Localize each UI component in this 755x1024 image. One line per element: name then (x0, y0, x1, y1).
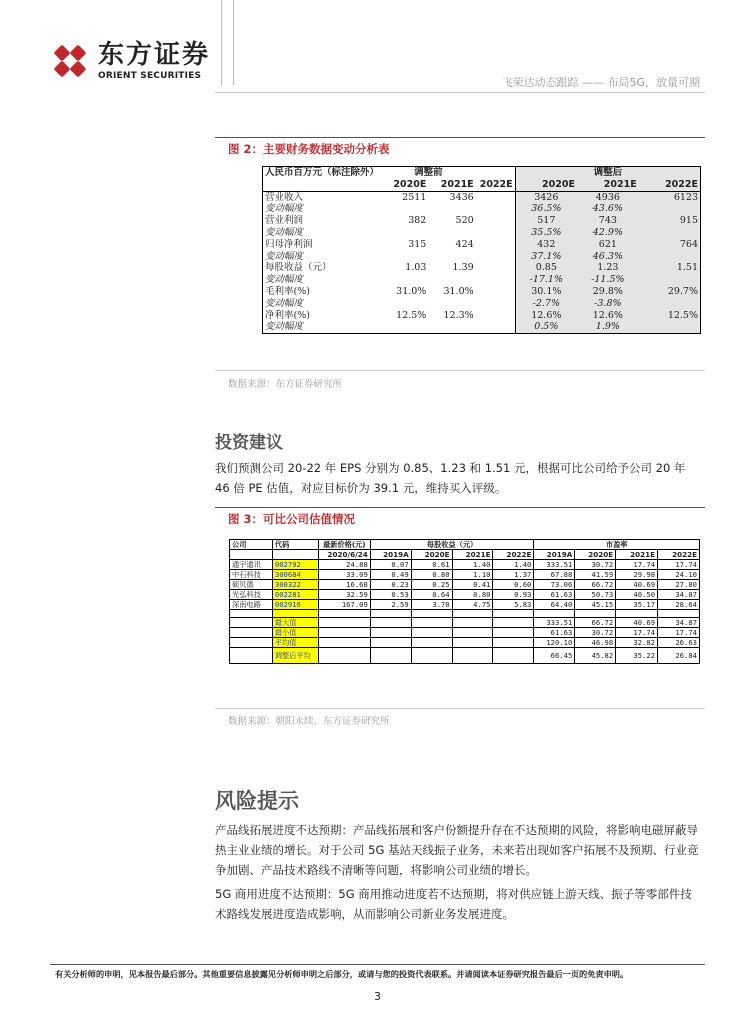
pe-cell: 17.74 (616, 628, 658, 638)
page-number: 3 (374, 990, 381, 1003)
table-row (263, 274, 701, 286)
pe-cell: 64.40 (534, 600, 575, 610)
table-cell (476, 215, 515, 227)
table-cell: 43.6% (577, 203, 639, 215)
table-cell: 3426 (515, 191, 577, 203)
table-row (263, 310, 701, 322)
table-cell (476, 191, 515, 203)
table-cell (230, 618, 273, 628)
eps-cell: 1.37 (493, 570, 534, 580)
table-row (263, 298, 701, 310)
financial-change-table (262, 166, 701, 334)
year-header: 2019A (370, 550, 411, 560)
table-row (263, 203, 701, 215)
table-cell: 3436 (449, 191, 474, 203)
logo-chinese-name: 东方证券 (98, 39, 211, 70)
stock-code: 002792 (272, 560, 318, 570)
table-cell: 29.7% (639, 286, 701, 298)
table-cell (411, 638, 452, 648)
eps-cell: 0.07 (370, 560, 411, 570)
eps-cell: 0.80 (452, 590, 493, 600)
eps-cell: 3.70 (411, 600, 452, 610)
spacer-row (230, 610, 700, 618)
table-cell: 35.5% (515, 227, 577, 239)
figure3-title: 图 3：可比公司估值情况 (228, 512, 356, 526)
pe-cell: 41.59 (575, 570, 616, 580)
stats-row (230, 638, 700, 648)
table-cell (493, 638, 534, 648)
table-cell (381, 251, 428, 263)
pe-cell: 61.63 (534, 590, 575, 600)
table-cell: 621 (577, 239, 639, 251)
table-cell (428, 298, 475, 310)
year-header: 2021E (616, 550, 658, 560)
logo-english-name: ORIENT SECURITIES (98, 70, 202, 81)
table-row (263, 227, 701, 239)
table-cell (493, 618, 534, 628)
table-cell: 30.1% (515, 286, 577, 298)
year-header: 2021E (577, 179, 639, 191)
pe-cell: 40.69 (616, 580, 658, 590)
table-cell: 46.3% (577, 251, 639, 263)
table-cell (411, 648, 452, 664)
table-cell: 1.39 (452, 262, 474, 274)
stock-code: 002281 (272, 590, 318, 600)
table-cell: 31.0% (396, 285, 427, 297)
price-header: 最新价格(元) (318, 540, 370, 550)
row-label: 净利率(%) (263, 310, 382, 322)
table-cell: 12.6% (577, 310, 639, 322)
header-divider (233, 0, 234, 85)
table-cell (411, 618, 452, 628)
table-row (230, 560, 700, 570)
table-row (263, 215, 701, 227)
pe-cell: 30.72 (575, 560, 616, 570)
year-header: 2022E (476, 179, 515, 191)
eps-cell: 0.80 (411, 570, 452, 580)
eps-cell: 0.49 (370, 570, 411, 580)
table-cell: 764 (639, 239, 701, 251)
company-name: 中石科技 (230, 570, 273, 580)
pe-cell: 66.45 (534, 648, 575, 664)
table-cell (493, 628, 534, 638)
table-cell: 36.5% (515, 203, 577, 215)
table-cell (381, 298, 428, 310)
company-header: 公司 (230, 540, 273, 550)
table-cell (230, 648, 273, 664)
pe-cell: 17.74 (658, 560, 700, 570)
price-cell: 167.09 (318, 600, 370, 610)
row-label: 营业利润 (263, 215, 382, 227)
table-header-row (263, 167, 701, 179)
eps-cell: 5.83 (493, 600, 534, 610)
figure2-title: 图 2：主要财务数据变动分析表 (228, 142, 390, 156)
table-cell (476, 239, 515, 251)
table-cell: 382 (408, 215, 427, 227)
stat-label: 调整后平均 (272, 648, 318, 664)
table-cell: 0.85 (515, 262, 577, 274)
table-cell (452, 618, 493, 628)
table-cell (318, 648, 370, 664)
table-cell: -11.5% (577, 274, 639, 286)
pe-cell: 17.74 (616, 560, 658, 570)
invest-paragraph: 我们预测公司 20-22 年 EPS 分别为 0.85、1.23 和 1.51 元，根据可比公司给予公司 20 年 46 倍 PE 估值，对应目标价为 39.1 元，维持买入评级。 (215, 461, 686, 495)
header-rule (215, 92, 705, 93)
year-header: 2019A (534, 550, 575, 560)
table-cell: 424 (455, 238, 474, 250)
table-cell (476, 274, 515, 286)
section-heading-risk: 风险提示 (215, 789, 299, 813)
table-cell (272, 610, 318, 618)
table-cell: 29.8% (577, 286, 639, 298)
eps-cell: 0.61 (411, 560, 452, 570)
table-cell (476, 310, 515, 322)
table-cell: 12.6% (515, 310, 577, 322)
table-cell: 1.51 (639, 262, 701, 274)
pe-cell: 29.98 (616, 570, 658, 580)
table-cell (493, 610, 534, 618)
table-row (230, 580, 700, 590)
pe-cell: 45.15 (575, 600, 616, 610)
table-cell (639, 274, 701, 286)
eps-cell: 0.64 (411, 590, 452, 600)
table-cell: -2.7% (515, 298, 577, 310)
pe-cell: 34.87 (658, 618, 700, 628)
figure-bottom-rule (215, 370, 705, 371)
table-cell: 1.9% (577, 321, 639, 333)
pe-cell: 73.06 (534, 580, 575, 590)
table-cell (476, 286, 515, 298)
peer-valuation-table (229, 539, 700, 664)
table-cell: 315 (408, 238, 427, 250)
table-row (263, 286, 701, 298)
pe-cell: 35.22 (616, 648, 658, 664)
pe-cell: 46.98 (575, 638, 616, 648)
table-cell (452, 610, 493, 618)
table-cell (370, 638, 411, 648)
pe-cell: 26.63 (658, 638, 700, 648)
table-cell (476, 203, 515, 215)
risk-paragraph-1: 产品线拓展进度不达预期：产品线拓展和客户份额提升存在不达预期的风险，将影响电磁屏蔽导热主业业绩的增长。对于公司 5G 基站天线振子业务，未来若出现如客户拓展不及预期、行业竞争加剧、产品技术路线不清晰等问题，将影响公司业绩的增长。 (215, 823, 699, 877)
table-row (230, 590, 700, 600)
eps-cell: 0.23 (370, 580, 411, 590)
pe-cell: 67.88 (534, 570, 575, 580)
header-divider (221, 0, 222, 85)
table-cell (411, 610, 452, 618)
table-cell (639, 227, 701, 239)
pe-cell: 66.72 (575, 618, 616, 628)
table-header-row (230, 540, 700, 550)
row-label: 营业收入 (263, 191, 382, 203)
eps-cell: 0.93 (493, 590, 534, 600)
pe-cell: 34.87 (658, 590, 700, 600)
table-cell (639, 203, 701, 215)
table-row (263, 321, 701, 333)
table-cell (428, 227, 475, 239)
table-cell: 520 (455, 215, 474, 227)
table-cell: 2511 (402, 191, 427, 203)
table-cell (452, 638, 493, 648)
year-header: 2022E (493, 550, 534, 560)
footer-disclaimer: 有关分析师的申明，见本报告最后部分。其他重要信息披露见分析师申明之后部分，或请与您的投资代表联系。并请阅读本证券研究报告最后一页的免责申明。 (55, 969, 629, 979)
adjusted-average-row (230, 648, 700, 664)
pe-cell: 24.10 (658, 570, 700, 580)
table-cell (639, 298, 701, 310)
company-name: 硕贝德 (230, 580, 273, 590)
year-header: 2021E (452, 550, 493, 560)
table-cell (318, 618, 370, 628)
pe-cell: 333.51 (534, 560, 575, 570)
pe-cell: 66.72 (575, 580, 616, 590)
figure2-source: 数据来源：东方证券研究所 (228, 379, 343, 390)
table-cell (639, 321, 701, 333)
table-cell: 12.5% (639, 310, 701, 322)
table-row (263, 262, 701, 274)
table-cell (230, 638, 273, 648)
pe-cell: 120.10 (534, 638, 575, 648)
table-cell (381, 203, 428, 215)
table-cell: 12.3% (443, 309, 474, 321)
eps-header: 每股收益（元） (370, 540, 534, 550)
eps-cell: 0.41 (452, 580, 493, 590)
table-cell (230, 628, 273, 638)
table-cell (318, 628, 370, 638)
table-cell: 1.23 (577, 262, 639, 274)
table-cell (411, 628, 452, 638)
table-cell: 743 (577, 215, 639, 227)
table-cell (575, 610, 616, 618)
table-cell: -3.8% (577, 298, 639, 310)
figure-bottom-rule (215, 708, 705, 709)
table-row (230, 600, 700, 610)
row-label: 毛利率(%) (263, 286, 382, 298)
table-cell (381, 227, 428, 239)
row-label: 变动幅度 (263, 227, 382, 239)
pe-cell: 28.64 (658, 600, 700, 610)
row-label: 归母净利润 (263, 239, 382, 251)
eps-cell: 2.59 (370, 600, 411, 610)
pe-cell: 26.84 (658, 648, 700, 664)
eps-cell: 1.10 (452, 570, 493, 580)
report-tag: 飞荣达动态跟踪 —— 布局5G，放量可期 (501, 76, 700, 89)
table-cell (381, 274, 428, 286)
year-header: 2020E (515, 179, 577, 191)
table-cell (428, 203, 475, 215)
eps-cell: 4.75 (452, 600, 493, 610)
year-header: 2022E (639, 179, 701, 191)
table-cell (370, 628, 411, 638)
table-cell: 1.03 (405, 262, 427, 274)
table-cell (230, 610, 273, 618)
figure-top-rule (215, 507, 705, 508)
table-cell (428, 274, 475, 286)
table-cell: 432 (515, 239, 577, 251)
row-label: 变动幅度 (263, 203, 382, 215)
table-cell: 12.5% (396, 309, 427, 321)
orient-logo-icon (50, 41, 90, 81)
table-cell: -17.1% (515, 274, 577, 286)
company-name: 光弘科技 (230, 590, 273, 600)
pe-header: 市盈率 (534, 540, 700, 550)
price-cell: 32.59 (318, 590, 370, 600)
year-header-row (263, 179, 701, 191)
eps-cell: 1.40 (493, 560, 534, 570)
row-label: 变动幅度 (263, 251, 382, 263)
pe-cell: 40.69 (616, 618, 658, 628)
table-cell: 517 (515, 215, 577, 227)
table-cell (476, 227, 515, 239)
pe-cell: 27.80 (658, 580, 700, 590)
price-cell: 16.68 (318, 580, 370, 590)
table-cell (639, 251, 701, 263)
table-cell: 0.5% (515, 321, 577, 333)
table-cell (428, 321, 475, 333)
table-row (263, 239, 701, 251)
year-header: 2020E (575, 550, 616, 560)
figure-top-rule (215, 137, 705, 138)
pe-cell: 61.63 (534, 628, 575, 638)
pe-cell: 45.82 (575, 648, 616, 664)
pe-cell: 35.17 (616, 600, 658, 610)
table-cell (370, 610, 411, 618)
year-header: 2020E (411, 550, 452, 560)
eps-cell: 0.25 (411, 580, 452, 590)
stats-row (230, 618, 700, 628)
table-cell: 37.1% (515, 251, 577, 263)
table-cell: 915 (639, 215, 701, 227)
table-cell: 6123 (639, 191, 701, 203)
year-header: 2022E (658, 550, 700, 560)
table-row (263, 251, 701, 263)
price-date: 2020/6/24 (318, 550, 370, 560)
stock-code: 300322 (272, 580, 318, 590)
table-cell (616, 610, 658, 618)
pe-cell: 50.73 (575, 590, 616, 600)
unit-header: 人民币百万元（标注除外） (263, 167, 382, 179)
price-cell: 24.88 (318, 560, 370, 570)
table-cell (452, 648, 493, 664)
year-header: 2021E (428, 179, 475, 191)
year-header-row (230, 550, 700, 560)
stat-label: 最大值 (272, 618, 318, 628)
row-label: 变动幅度 (263, 321, 382, 333)
table-cell (476, 251, 515, 263)
company-logo (50, 40, 210, 82)
table-cell (452, 628, 493, 638)
table-cell (476, 321, 515, 333)
table-cell (381, 321, 428, 333)
price-cell: 33.09 (318, 570, 370, 580)
stat-label: 最小值 (272, 628, 318, 638)
table-cell (658, 610, 700, 618)
table-cell: 4936 (577, 191, 639, 203)
table-cell (370, 618, 411, 628)
after-header: 调整后 (515, 167, 700, 179)
figure3-source: 数据来源：朝阳永续、东方证券研究所 (228, 716, 390, 727)
company-name: 通宇通讯 (230, 560, 273, 570)
table-row (263, 191, 701, 203)
stock-code: 002916 (272, 600, 318, 610)
eps-cell: 0.60 (493, 580, 534, 590)
table-cell: 31.0% (443, 285, 474, 297)
code-header: 代码 (272, 540, 318, 550)
table-cell (476, 262, 515, 274)
before-header: 调整前 (381, 167, 476, 179)
table-cell (476, 298, 515, 310)
table-cell (318, 638, 370, 648)
stat-label: 平均值 (272, 638, 318, 648)
row-label: 变动幅度 (263, 298, 382, 310)
eps-cell: 0.53 (370, 590, 411, 600)
table-cell (534, 610, 575, 618)
pe-cell: 17.74 (658, 628, 700, 638)
table-row (230, 570, 700, 580)
risk-paragraph-2: 5G 商用进度不达预期：5G 商用推动进度若不达预期，将对供应链上游天线、振子等零部件技术路线发展进度造成影响，从而影响公司新业务发展进度。 (215, 887, 692, 921)
stock-code: 300684 (272, 570, 318, 580)
table-cell (318, 610, 370, 618)
company-name: 深南电路 (230, 600, 273, 610)
pe-cell: 32.82 (616, 638, 658, 648)
table-cell (428, 251, 475, 263)
year-header: 2020E (381, 179, 428, 191)
table-cell (370, 648, 411, 664)
stats-row (230, 628, 700, 638)
section-heading-invest: 投资建议 (215, 433, 283, 453)
eps-cell: 1.40 (452, 560, 493, 570)
row-label: 每股收益（元） (263, 262, 382, 274)
pe-cell: 40.50 (616, 590, 658, 600)
row-label: 变动幅度 (263, 274, 382, 286)
pe-cell: 333.51 (534, 618, 575, 628)
table-cell: 42.9% (577, 227, 639, 239)
pe-cell: 30.72 (575, 628, 616, 638)
footer-rule (50, 964, 705, 965)
table-cell (493, 648, 534, 664)
